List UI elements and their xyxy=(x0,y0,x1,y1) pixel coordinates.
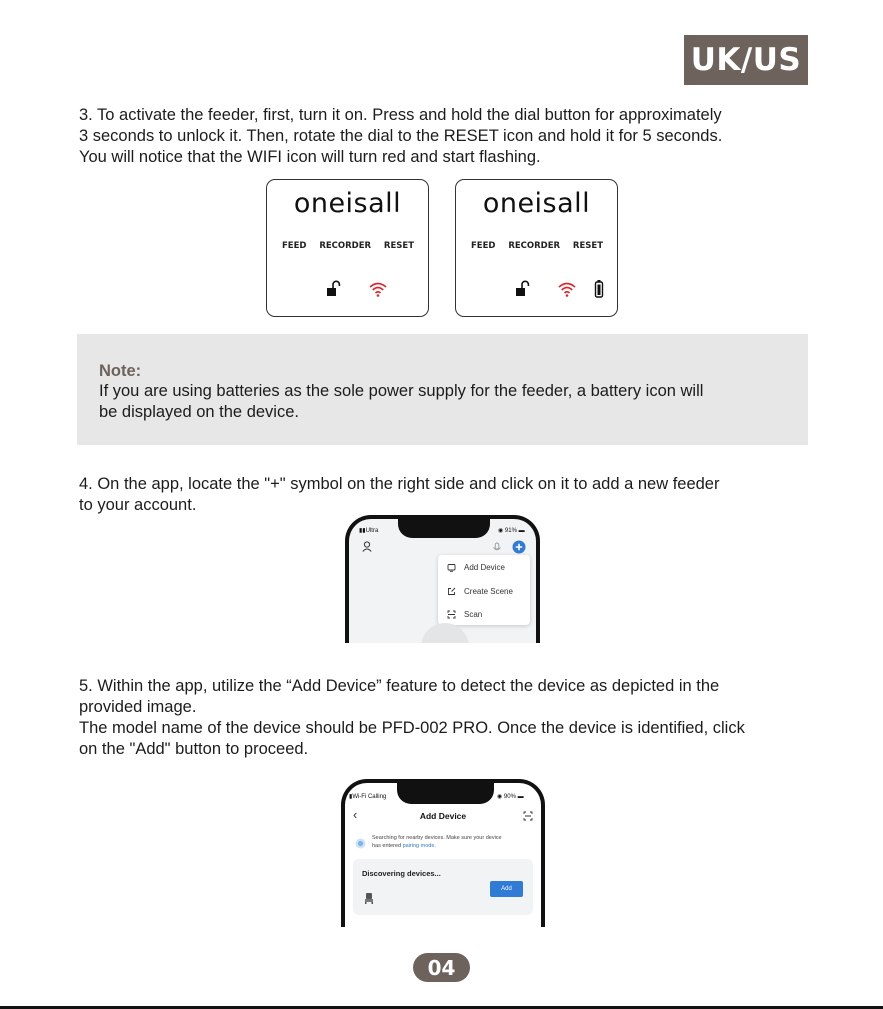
step-5-line: provided image. xyxy=(79,698,197,716)
note-title: Note: xyxy=(99,362,142,380)
label-feed: FEED xyxy=(282,241,307,251)
signal-icon: ▮ xyxy=(349,794,353,800)
step-3-line: You will notice that the WIFI icon will turn red and start flashing. xyxy=(79,148,541,166)
page-number: 04 xyxy=(413,953,470,982)
step-5-line: on the "Add" button to proceed. xyxy=(79,740,309,758)
status-bar-battery: ◉ 90% ▬ xyxy=(497,794,524,800)
feeder-illustration xyxy=(421,623,469,643)
step-5-line: The model name of the device should be PFD-002 PRO. Once the device is identified, click xyxy=(79,719,745,737)
microphone-icon[interactable] xyxy=(492,542,502,553)
battery-status-icon: ▬ xyxy=(517,794,524,800)
wifi-icon xyxy=(368,279,388,299)
feeder-device-icon xyxy=(364,892,374,904)
menu-item-scan[interactable]: Scan xyxy=(438,603,530,625)
phone-notch xyxy=(397,779,494,804)
scene-edit-icon xyxy=(447,587,456,596)
menu-item-create-scene[interactable]: Create Scene xyxy=(438,580,530,602)
label-feed: FEED xyxy=(471,241,496,251)
label-recorder: RECORDER xyxy=(508,241,561,251)
bluetooth-search-icon xyxy=(355,838,366,849)
scan-icon xyxy=(447,610,456,619)
add-menu xyxy=(438,555,530,625)
phone-screenshot-menu xyxy=(345,515,540,643)
status-bar-carrier: ▮▮Ultra xyxy=(359,528,379,534)
device-icon xyxy=(447,563,456,572)
add-plus-icon[interactable] xyxy=(512,540,526,554)
label-reset: RESET xyxy=(383,241,414,251)
status-bar-battery: ◉ 91% ▬ xyxy=(498,528,525,534)
step-3-line: 3 seconds to unlock it. Then, rotate the dial to the RESET icon and hold it for 5 seconds. xyxy=(79,127,723,145)
wifi-icon xyxy=(557,279,577,299)
brand-logo: oneisall xyxy=(482,188,591,219)
label-recorder: RECORDER xyxy=(319,241,372,251)
step-3-line: 3. To activate the feeder, first, turn it on. Press and hold the dial button for approximately xyxy=(79,106,722,124)
battery-icon xyxy=(594,279,604,299)
note-line: be displayed on the device. xyxy=(99,403,299,421)
step-4-line: to your account. xyxy=(79,496,197,514)
brand-logo: oneisall xyxy=(293,188,402,219)
step-5-line: 5. Within the app, utilize the “Add Device” feature to detect the device as depicted in the xyxy=(79,677,720,695)
user-icon[interactable] xyxy=(362,541,372,552)
phone-screenshot-add-device xyxy=(341,779,545,927)
scan-icon[interactable] xyxy=(523,811,533,821)
pairing-mode-link[interactable]: pairing mode. xyxy=(402,842,436,849)
note-text xyxy=(99,381,799,423)
menu-item-add-device[interactable]: Add Device xyxy=(438,556,530,578)
signal-icon: ▮▮ xyxy=(359,528,366,534)
discovering-label: Discovering devices... xyxy=(362,869,441,878)
back-arrow-icon[interactable]: ‹ xyxy=(353,807,358,822)
status-bar-carrier: ▮Wi-Fi Calling xyxy=(349,794,387,800)
battery-status-icon: ▬ xyxy=(518,528,525,534)
label-reset: RESET xyxy=(572,241,603,251)
phone-notch xyxy=(398,515,490,538)
step-4-text xyxy=(79,474,719,516)
screen-title: Add Device xyxy=(419,811,467,821)
device-panel-unlocked xyxy=(266,179,429,317)
step-4-line: 4. On the app, locate the "+" symbol on the right side and click on it to add a new feeder xyxy=(79,475,720,493)
region-badge: UK/US xyxy=(684,35,808,85)
add-button[interactable]: Add xyxy=(490,881,523,897)
step-3-text xyxy=(79,105,722,168)
unlock-icon xyxy=(513,279,533,299)
search-hint: Searching for nearby devices. Make sure your device has entered pairing mode. xyxy=(372,835,502,849)
step-5-text xyxy=(79,676,745,760)
discovery-card xyxy=(353,859,533,915)
unlock-icon xyxy=(324,279,344,299)
note-line: If you are using batteries as the sole power supply for the feeder, a battery icon will xyxy=(99,382,704,400)
device-panel-battery xyxy=(455,179,618,317)
